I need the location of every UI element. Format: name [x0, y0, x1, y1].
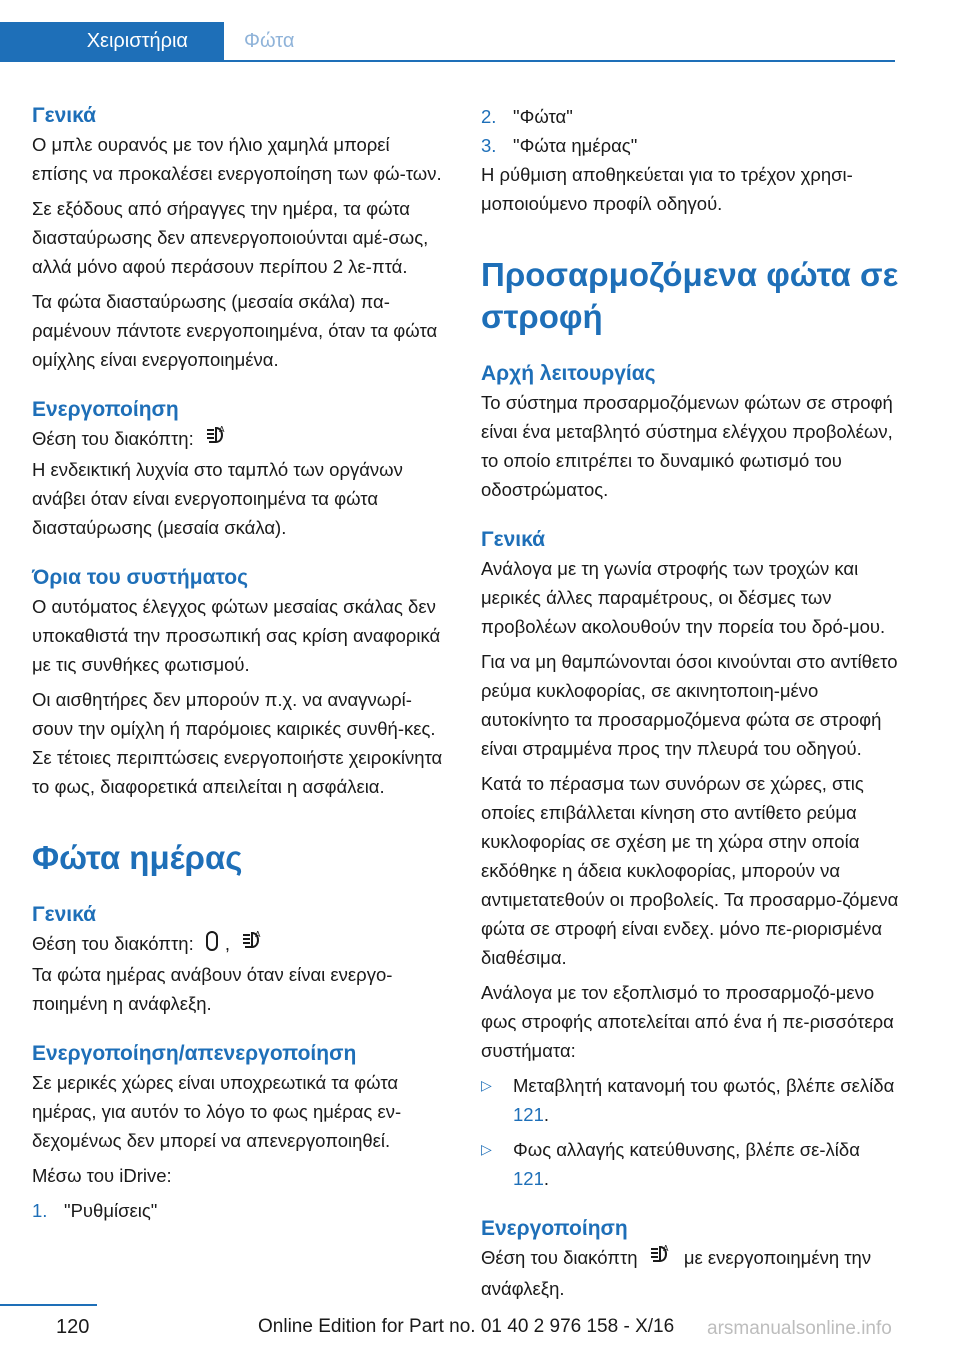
paragraph: Σε εξόδους από σήραγγες την ημέρα, τα φώτα διασταύρωσης δεν απενεργοποιούνται αμέ-σως, αλλά μόνο αφού περάσουν περίπου 2 λε-πτά.	[32, 198, 429, 277]
list-text: "Ρυθμίσεις"	[64, 1200, 158, 1222]
heading-activation: Ενεργοποίηση	[32, 398, 179, 421]
paragraph: Τα φώτα διασταύρωσης (μεσαία σκάλα) πα-ραμένουν πάντοτε ενεργοποιημένα, όταν τα φώτα ομίχλης είναι ενεργοποιημένα.	[32, 291, 438, 370]
list-text: Φως αλλαγής κατεύθυνσης, βλέπε σε-λίδα 121.	[513, 1139, 860, 1189]
page-link[interactable]: 121	[513, 1168, 544, 1189]
list-number: 1.	[32, 1200, 48, 1222]
triangle-bullet-icon: ▷	[481, 1077, 492, 1093]
separator: ,	[224, 933, 231, 955]
paragraph: Σε μερικές χώρες είναι υποχρεωτικά τα φώτα ημέρας, για αυτόν το λόγο το φως ημέρας εν-δεχομένως δεν μπορεί να απενεργοποιηθεί.	[32, 1072, 402, 1152]
list-item	[481, 131, 899, 160]
svg-text:A: A	[218, 425, 225, 435]
heading-general: Γενικά	[32, 903, 97, 927]
svg-text:A: A	[662, 1244, 669, 1254]
paragraph: Τα φώτα ημέρας ανάβουν όταν είναι ενεργο-ποιημένη η ανάφλεξη.	[32, 964, 393, 1015]
footer-rule	[0, 1304, 97, 1306]
switch-position-label: Θέση του διακόπτη	[481, 1247, 638, 1268]
paragraph: Η ρύθμιση αποθηκεύεται για το τρέχον χρησι-μοποιούμενο προφίλ οδηγού.	[481, 164, 853, 214]
paragraph: Ο αυτόματος έλεγχος φώτων μεσαίας σκάλας δεν υποκαθιστά την προσωπική σας κρίση αναφορικά με τις συνθήκες φωτισμού.	[32, 596, 441, 676]
heading-general: Γενικά	[481, 528, 546, 551]
header-rule	[0, 60, 895, 62]
switch-position-line	[32, 424, 450, 455]
page-number: 120	[56, 1316, 90, 1338]
heading-daytime-lights: Φώτα ημέρας	[32, 839, 243, 877]
svg-text:A: A	[255, 930, 261, 940]
switch-position-line	[32, 929, 450, 960]
list-number: 2.	[481, 106, 497, 127]
heading-activation: Ενεργοποίηση	[481, 1217, 628, 1240]
page-header	[0, 0, 895, 62]
paragraph: Ανάλογα με τη γωνία στροφής των τροχών και μερικές άλλες παραμέτρους, οι δέσμες των προβολέων ακολουθούν την πορεία του δρό-μου.	[481, 558, 886, 637]
paragraph: Ανάλογα με τον εξοπλισμό το προσαρμοζό-μενο φως στροφής αποτελείται από ένα ή πε-ρισσότερα συστήματα:	[481, 982, 894, 1061]
auto-headlight-icon	[649, 1244, 673, 1274]
triangle-bullet-icon: ▷	[481, 1141, 492, 1157]
auto-headlight-icon	[205, 425, 229, 455]
list-item	[481, 1071, 899, 1129]
heading-principle: Αρχή λειτουργίας	[481, 362, 656, 385]
edition-text: Online Edition for Part no. 01 40 2 976 158 - X/16	[258, 1316, 675, 1337]
watermark: arsmanualsonline.info	[707, 1318, 892, 1339]
left-column	[32, 102, 450, 1225]
switch-position-label: Θέση του διακόπτη:	[32, 933, 194, 955]
paragraph: Η ενδεικτική λυχνία στο ταμπλό των οργάνων ανάβει όταν είναι ενεργοποιημένα τα φώτα διασταύρωσης (μεσαία σκάλα).	[32, 459, 403, 539]
heading-adaptive-lights: Προσαρμοζόμενα φώτα σε στροφή	[481, 256, 899, 335]
tab-lights[interactable]: Φώτα	[244, 30, 295, 52]
list-item	[32, 1196, 450, 1225]
list-number: 3.	[481, 135, 497, 156]
list-text: Μεταβλητή κατανομή του φωτός, βλέπε σελίδα 121.	[513, 1075, 895, 1125]
paragraph: Οι αισθητήρες δεν μπορούν π.χ. να αναγνωρί-σουν την ομίχλη ή παρόμοιες καιρικές συνθή-κες. Σε τέτοιες περιπτώσεις ενεργοποιήστε χειροκίνητα το φως, διαφορετικά απειλείται η ασφάλεια.	[32, 689, 443, 798]
paragraph: Μέσω του iDrive:	[32, 1165, 172, 1187]
heading-general: Γενικά	[32, 104, 97, 127]
list-item	[481, 102, 899, 131]
right-column	[481, 102, 899, 1303]
paragraph: Ο μπλε ουρανός με τον ήλιο χαμηλά μπορεί επίσης να προκαλέσει ενεργοποίηση των φώ-των.	[32, 134, 442, 184]
switch-position-label: Θέση του διακόπτη:	[32, 428, 194, 449]
page-link[interactable]: 121	[513, 1104, 544, 1125]
heading-system-limits: Όρια του συστήματος	[32, 566, 249, 590]
switch-position-suffix: με ενεργοποιημένη την ανάφλεξη.	[481, 1247, 872, 1300]
auto-headlight-icon	[241, 930, 265, 960]
tab-controls[interactable]	[0, 22, 224, 60]
list-text: "Φώτα ημέρας"	[513, 135, 638, 156]
list-item	[481, 1135, 899, 1193]
list-text: "Φώτα"	[513, 106, 573, 127]
heading-on-off: Ενεργοποίηση/απενεργοποίηση	[32, 1042, 357, 1066]
light-off-icon	[205, 930, 219, 960]
switch-position-line	[481, 1243, 899, 1303]
paragraph: Κατά το πέρασμα των συνόρων σε χώρες, στις οποίες επιβάλλεται κίνηση στο αντίθετο ρεύμα κυκλοφορίας σε σχέση με τη χώρα στην οποία εκδόθηκε η άδεια κυκλοφορίας, μπορούν να αντιμετατεθούν οι προβολείς. Τα προσαρμο-ζόμενα φώτα σε στροφή είναι ενδεχ. μόνο πε-ριορισμένα διαθέσιμα.	[481, 773, 899, 968]
paragraph: Το σύστημα προσαρμοζόμενων φώτων σε στροφή είναι ένα μεταβλητό σύστημα ελέγχου προβολέων, το οποίο επιτρέπει το δυναμικό φωτισμό του οδοστρώματος.	[481, 392, 893, 500]
tab-controls-label: Χειριστήρια	[86, 29, 188, 52]
paragraph: Για να μη θαμπώνονται όσοι κινούνται στο αντίθετο ρεύμα κυκλοφορίας, σε ακινητοποιη-μένο αυτοκίνητο τα προσαρμοζόμενα φώτα σε στροφή είναι στραμμένα προς την πλευρά του οδηγού.	[481, 651, 898, 759]
